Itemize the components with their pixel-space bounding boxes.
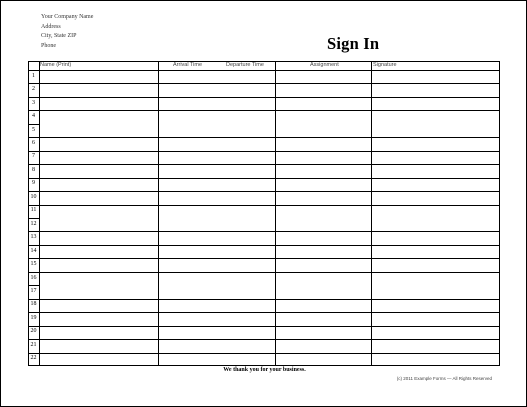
- table-row-divider: [28, 312, 500, 313]
- table-row-divider: [28, 258, 500, 259]
- row-number: 8: [32, 167, 35, 173]
- col-header-assignment: Assignment: [310, 61, 339, 68]
- table-row-divider: [28, 137, 500, 138]
- table-row-divider: [28, 164, 500, 165]
- row-number: 16: [30, 275, 37, 281]
- table-row-divider: [28, 205, 500, 206]
- row-number: 18: [30, 301, 37, 307]
- col-header-arrival: Arrival Time: [173, 61, 203, 68]
- table-row-divider: [28, 218, 39, 219]
- table-column-divider: [158, 61, 159, 366]
- row-number: 21: [30, 342, 37, 348]
- table-row-divider: [28, 178, 500, 179]
- table-row-divider: [28, 83, 500, 84]
- row-number: 14: [30, 248, 37, 254]
- company-city-state-zip: City, State ZIP: [41, 33, 77, 39]
- table-row-divider: [28, 365, 500, 366]
- table-row-divider: [28, 299, 500, 300]
- col-header-departure: Departure Time: [226, 61, 264, 68]
- table-row-divider: [28, 326, 500, 327]
- table-row-divider: [28, 151, 500, 152]
- table-row-divider: [28, 231, 500, 232]
- sign-in-table: [28, 61, 500, 366]
- row-number: 1: [32, 73, 35, 79]
- row-number: 17: [30, 288, 37, 294]
- table-column-divider: [499, 61, 500, 366]
- table-row-divider: [28, 97, 500, 98]
- row-number: 3: [32, 100, 35, 106]
- col-header-name: Name (Print): [40, 61, 72, 68]
- table-column-divider: [39, 61, 40, 366]
- table-row-divider: [28, 245, 500, 246]
- table-row-divider: [28, 339, 500, 340]
- table-row-divider: [28, 191, 500, 192]
- table-row-divider: [28, 272, 500, 273]
- row-number: 7: [32, 153, 35, 159]
- row-number: 20: [30, 328, 37, 334]
- row-number: 9: [32, 180, 35, 186]
- footer-credit: (c) 2011 Example Forms — All Rights Reserved: [396, 376, 492, 381]
- table-row-divider: [28, 285, 39, 286]
- table-column-divider: [371, 61, 372, 366]
- row-number: 6: [32, 140, 35, 146]
- row-number: 15: [30, 261, 37, 267]
- table-column-divider: [275, 61, 276, 366]
- col-header-signature: Signature: [373, 61, 397, 68]
- company-info: [41, 13, 93, 51]
- footer-thanks: We thank you for your business.: [223, 367, 306, 373]
- row-number: 10: [30, 194, 37, 200]
- company-address: Address: [41, 23, 61, 30]
- row-number: 5: [32, 127, 35, 133]
- form-title: Sign In: [327, 34, 380, 53]
- table-row-divider: [28, 353, 500, 354]
- row-number: 12: [30, 221, 37, 227]
- table-row-divider: [28, 70, 500, 71]
- row-number: 4: [32, 113, 35, 119]
- row-number: 11: [30, 207, 37, 213]
- row-number: 2: [32, 86, 35, 92]
- company-phone: Phone: [41, 42, 56, 49]
- row-number: 13: [30, 234, 37, 240]
- table-row-divider: [28, 110, 500, 111]
- row-number: 22: [30, 355, 37, 361]
- table-row-divider: [28, 61, 500, 62]
- company-name: Your Company Name: [41, 14, 94, 20]
- table-row-divider: [28, 124, 39, 125]
- row-number: 19: [30, 315, 37, 321]
